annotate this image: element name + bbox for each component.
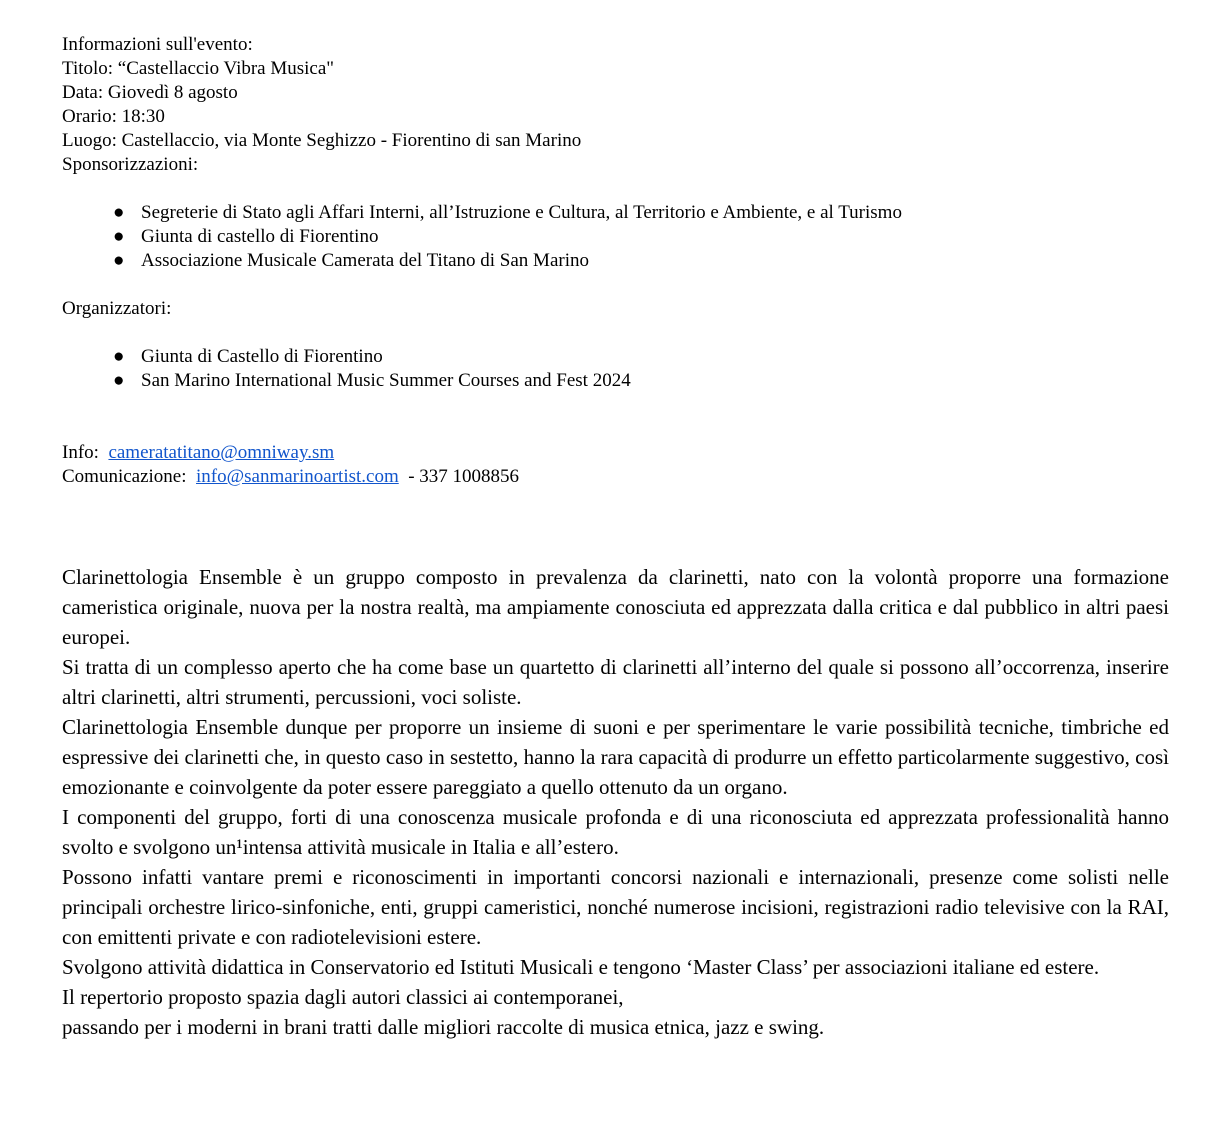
paragraph: passando per i moderni in brani tratti dalle migliori raccolte di musica etnica, jazz e swing. <box>62 1015 825 1039</box>
bullet-icon: ● <box>113 250 125 271</box>
paragraph: Svolgono attività didattica in Conservatorio ed Istituti Musicali e tengono ‘Master Class’ per associazioni italiane ed estere. <box>62 955 1100 979</box>
paragraph: Si tratta di un complesso aperto che ha come base un quartetto di clarinetti all’interno del quale si possono all’occorrenza, inserire altri clarinetti, altri strumenti, percussioni, voci soliste. <box>62 655 1169 709</box>
sponsors-list <box>62 201 902 273</box>
event-place: Luogo: Castellaccio, via Monte Seghizzo - Fiorentino di san Marino <box>62 130 582 151</box>
paragraph: I componenti del gruppo, forti di una conoscenza musicale profonda e di una riconosciuta ed apprezzata professionalità hanno svolto e svolgono un¹intensa attività musicale in Italia e all’estero. <box>62 805 1169 859</box>
event-info-heading: Informazioni sull'evento: <box>62 34 253 55</box>
organizers-list <box>62 345 631 393</box>
list-item: ● Segreterie di Stato agli Affari Interni, all’Istruzione e Cultura, al Territorio e Ambiente, e al Turismo <box>113 202 902 223</box>
communication-phone: - 337 1008856 <box>408 466 520 487</box>
event-info-block <box>62 33 581 177</box>
event-date: Data: Giovedì 8 agosto <box>62 82 238 103</box>
list-item: ● Giunta di castello di Fiorentino <box>113 226 379 247</box>
info-label: Info: <box>62 442 99 463</box>
list-item: ● San Marino International Music Summer Courses and Fest 2024 <box>113 370 631 391</box>
list-item: ● Associazione Musicale Camerata del Titano di San Marino <box>113 250 589 271</box>
communication-email-link[interactable]: info@sanmarinoartist.com <box>196 466 399 487</box>
event-title: Titolo: “Castellaccio Vibra Musica" <box>62 58 335 79</box>
sponsors-label: Sponsorizzazioni: <box>62 154 199 175</box>
bullet-icon: ● <box>113 346 125 367</box>
bullet-icon: ● <box>113 226 125 247</box>
paragraph: Clarinettologia Ensemble dunque per proporre un insieme di suoni e per sperimentare le varie possibilità tecniche, timbriche ed espressive dei clarinetti che, in questo caso in sestetto, hanno la rara capacità di produrre un effetto particolarmente suggestivo, così emozionante e coinvolgente da poter essere pareggiato a quello ottenuto da un organo. <box>62 715 1169 799</box>
organizers-label: Organizzatori: <box>62 298 172 319</box>
bullet-icon: ● <box>113 370 125 391</box>
info-email-link[interactable]: cameratatitano@omniway.sm <box>108 442 335 463</box>
list-item: ● Giunta di Castello di Fiorentino <box>113 346 383 367</box>
communication-label: Comunicazione: <box>62 466 187 487</box>
paragraph: Clarinettologia Ensemble è un gruppo composto in prevalenza da clarinetti, nato con la volontà proporre una formazione cameristica originale, nuova per la nostra realtà, ma ampiamente conosciuta ed apprezzata dalla critica e dal pubblico in altri paesi europei. <box>62 565 1169 649</box>
paragraph: Il repertorio proposto spazia dagli autori classici ai contemporanei, <box>62 985 624 1009</box>
ensemble-description <box>62 562 1169 1042</box>
paragraph: Possono infatti vantare premi e riconoscimenti in importanti concorsi nazionali e internazionali, presenze come solisti nelle principali orchestre lirico-sinfoniche, enti, gruppi cameristici, nonché numerose incisioni, registrazioni radio televisive con la RAI, con emittenti private e con radiotelevisioni estere. <box>62 865 1169 949</box>
communication-line <box>62 465 519 489</box>
bullet-icon: ● <box>113 202 125 223</box>
contacts-block <box>62 441 519 489</box>
event-time: Orario: 18:30 <box>62 106 165 127</box>
info-line <box>62 441 519 465</box>
